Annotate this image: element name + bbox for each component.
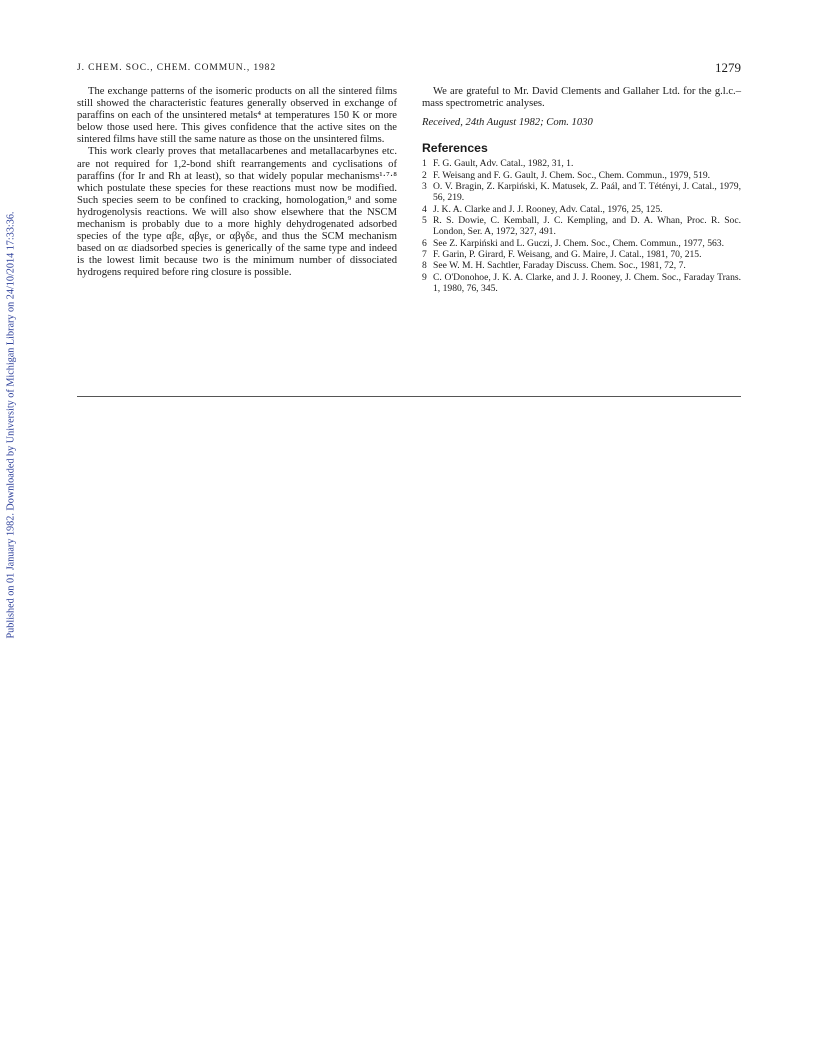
reference-item bbox=[422, 260, 741, 271]
reference-number: 1 bbox=[422, 158, 427, 170]
reference-item bbox=[422, 215, 741, 238]
journal-citation: J. CHEM. SOC., CHEM. COMMUN., 1982 bbox=[77, 63, 276, 73]
reference-text: R. S. Dowie, C. Kemball, J. C. Kempling, and D. A. Whan, Proc. R. Soc. London, Ser. A, 1972, 327, 491. bbox=[433, 214, 741, 238]
reference-item bbox=[422, 204, 741, 215]
body-paragraph: The exchange patterns of the isomeric products on all the sintered films still showed the characteristic features generally observed in exchange of paraffins on each of the unsintered metals⁴ at temperatures 150 K or more below those used here. This gives confidence that the active sites on the sintered films have still the same nature as those on the unsintered films. bbox=[77, 86, 397, 146]
download-notice-text: Published on 01 January 1982. Downloaded by University of Michigan Library on 24/10/2014 17:33:36. bbox=[5, 211, 17, 639]
reference-number: 3 bbox=[422, 180, 427, 192]
reference-number: 8 bbox=[422, 260, 427, 272]
reference-item bbox=[422, 238, 741, 249]
right-column bbox=[422, 86, 741, 294]
reference-item bbox=[422, 272, 741, 295]
reference-text: O. V. Bragin, Z. Karpiński, K. Matusek, Z. Paál, and T. Tétényi, J. Catal., 1979, 56, 219. bbox=[433, 180, 741, 204]
reference-number: 6 bbox=[422, 237, 427, 249]
running-head bbox=[77, 60, 741, 79]
page-number: 1279 bbox=[715, 60, 741, 75]
reference-text: See Z. Karpiński and L. Guczi, J. Chem. Soc., Chem. Commun., 1977, 563. bbox=[433, 237, 724, 249]
reference-text: J. K. A. Clarke and J. J. Rooney, Adv. Catal., 1976, 25, 125. bbox=[433, 203, 663, 215]
reference-number: 2 bbox=[422, 169, 427, 181]
reference-item bbox=[422, 158, 741, 169]
reference-item bbox=[422, 181, 741, 204]
body-paragraph: This work clearly proves that metallacarbenes and metallacarbynes etc. are not required for 1,2-bond shift rearrangements and cyclisations of paraffins (for Ir and Rh at least), so that widely popular mechanisms¹·⁷·⁸ which postulate these species for these reactions must now be modified. Such species seem to be confined to cracking, homologation,⁹ and some hydrogenolysis reactions. We will also show elsewhere that the NSCM mechanism is probably due to a more highly dehydrogenated adsorbed species of the type αβε, αβγε, or αβγδε, and thus the SCM mechanism based on αε diadsorbed species is generically of the same type and indeed is the lowest limit because two is the minimum number of dissociated hydrogens required before ring closure is possible. bbox=[77, 146, 397, 279]
reference-number: 9 bbox=[422, 271, 427, 283]
page-rule bbox=[77, 396, 741, 397]
reference-text: See W. M. H. Sachtler, Faraday Discuss. Chem. Soc., 1981, 72, 7. bbox=[433, 260, 686, 272]
reference-text: F. Garin, P. Girard, F. Weisang, and G. Maire, J. Catal., 1981, 70, 215. bbox=[433, 248, 702, 260]
reference-item bbox=[422, 170, 741, 181]
reference-item bbox=[422, 249, 741, 260]
reference-number: 5 bbox=[422, 214, 427, 226]
reference-number: 7 bbox=[422, 248, 427, 260]
left-column bbox=[77, 86, 397, 280]
reference-text: F. Weisang and F. G. Gault, J. Chem. Soc., Chem. Commun., 1979, 519. bbox=[433, 169, 711, 181]
received-date: Received, 24th August 1982; Com. 1030 bbox=[422, 117, 593, 129]
references-heading: References bbox=[422, 141, 488, 156]
download-notice bbox=[4, 190, 18, 660]
reference-text: F. G. Gault, Adv. Catal., 1982, 31, 1. bbox=[433, 158, 574, 170]
reference-list bbox=[422, 158, 741, 294]
reference-number: 4 bbox=[422, 203, 427, 215]
reference-text: C. O'Donohoe, J. K. A. Clarke, and J. J. Rooney, J. Chem. Soc., Faraday Trans. 1, 1980, 76, 345. bbox=[433, 271, 741, 294]
acknowledgement: We are grateful to Mr. David Clements and Gallaher Ltd. for the g.l.c.–mass spectrometric analyses. bbox=[422, 86, 741, 110]
